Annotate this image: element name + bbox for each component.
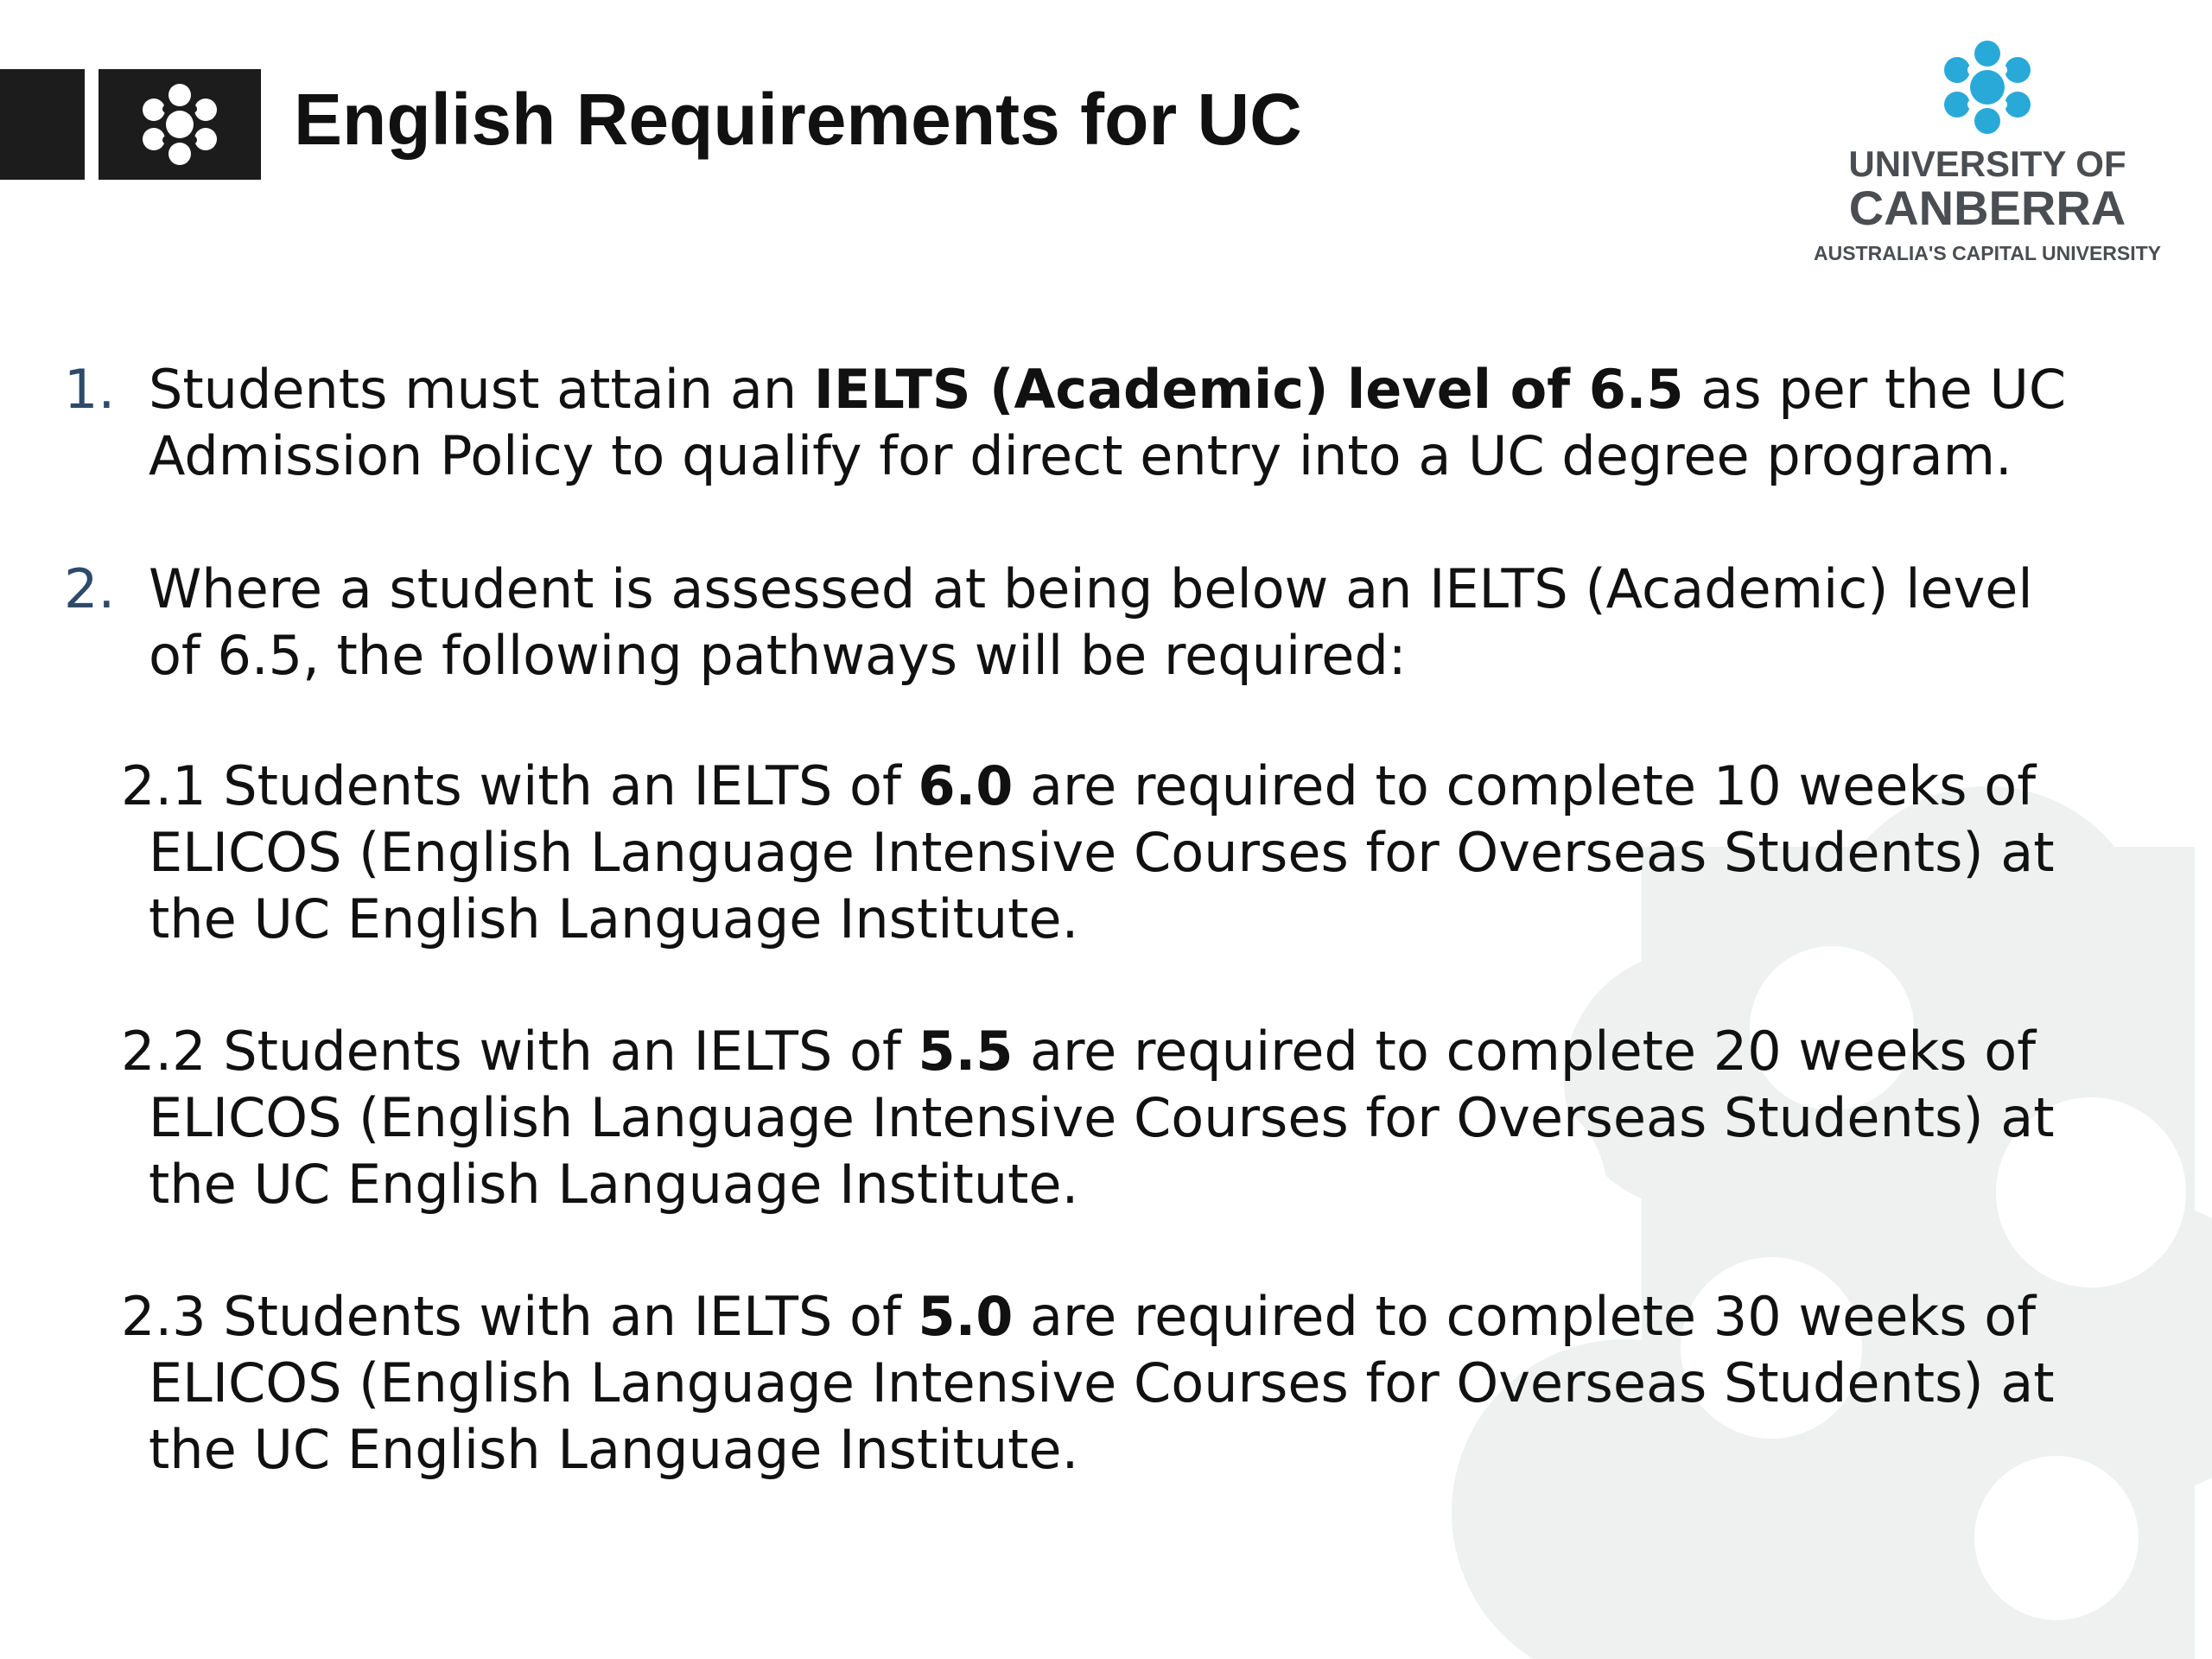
- list-item-number: 1.: [64, 358, 116, 421]
- logo-text-university-of: UNIVERSITY OF: [1848, 143, 2126, 184]
- slide-title: English Requirements for UC: [294, 79, 1302, 160]
- logo-tagline: AUSTRALIA'S CAPITAL UNIVERSITY: [1813, 242, 2162, 264]
- header-accent-bar: [0, 69, 85, 180]
- header-icon-box: [99, 69, 261, 180]
- list-item-bold: IELTS (Academic) level of 6.5: [813, 358, 1684, 421]
- pathway-item: [121, 1283, 2101, 1483]
- logo-text-canberra: CANBERRA: [1848, 181, 2126, 235]
- list-item-text: as per the UC Admission Policy to qualify for direct entry into a UC degree program.: [149, 358, 2067, 487]
- uc-logo-mark-icon: [1938, 40, 2037, 135]
- pathway-text: 2.3 Students with an IELTS of: [121, 1285, 918, 1348]
- pathway-text: 2.2 Students with an IELTS of: [121, 1020, 918, 1083]
- pathway-score: 6.0: [918, 754, 1014, 817]
- university-logo: [1797, 40, 2177, 273]
- pathway-text: are required to complete 30 weeks of ELICOS (English Language Intensive Courses for Overseas Students) at the UC English Language Institute.: [149, 1285, 2055, 1481]
- uc-snowflake-icon: [137, 81, 223, 168]
- pathway-text: are required to complete 10 weeks of ELICOS (English Language Intensive Courses for Overseas Students) at the UC English Language Institute.: [149, 754, 2055, 950]
- pathway-score: 5.0: [918, 1285, 1014, 1348]
- list-item: [64, 356, 2101, 489]
- list-item-text: Where a student is assessed at being below an IELTS (Academic) level of 6.5, the following pathways will be required:: [149, 557, 2033, 687]
- list-item: [64, 556, 2101, 689]
- list-item-number: 2.: [64, 557, 116, 620]
- pathway-text: 2.1 Students with an IELTS of: [121, 754, 918, 817]
- pathway-text: are required to complete 20 weeks of ELICOS (English Language Intensive Courses for Overseas Students) at the UC English Language Institute.: [149, 1020, 2055, 1216]
- pathway-score: 5.5: [918, 1020, 1014, 1083]
- list-item-text: Students must attain an: [149, 358, 814, 421]
- pathway-item: [121, 1018, 2101, 1217]
- pathway-item: [121, 753, 2101, 952]
